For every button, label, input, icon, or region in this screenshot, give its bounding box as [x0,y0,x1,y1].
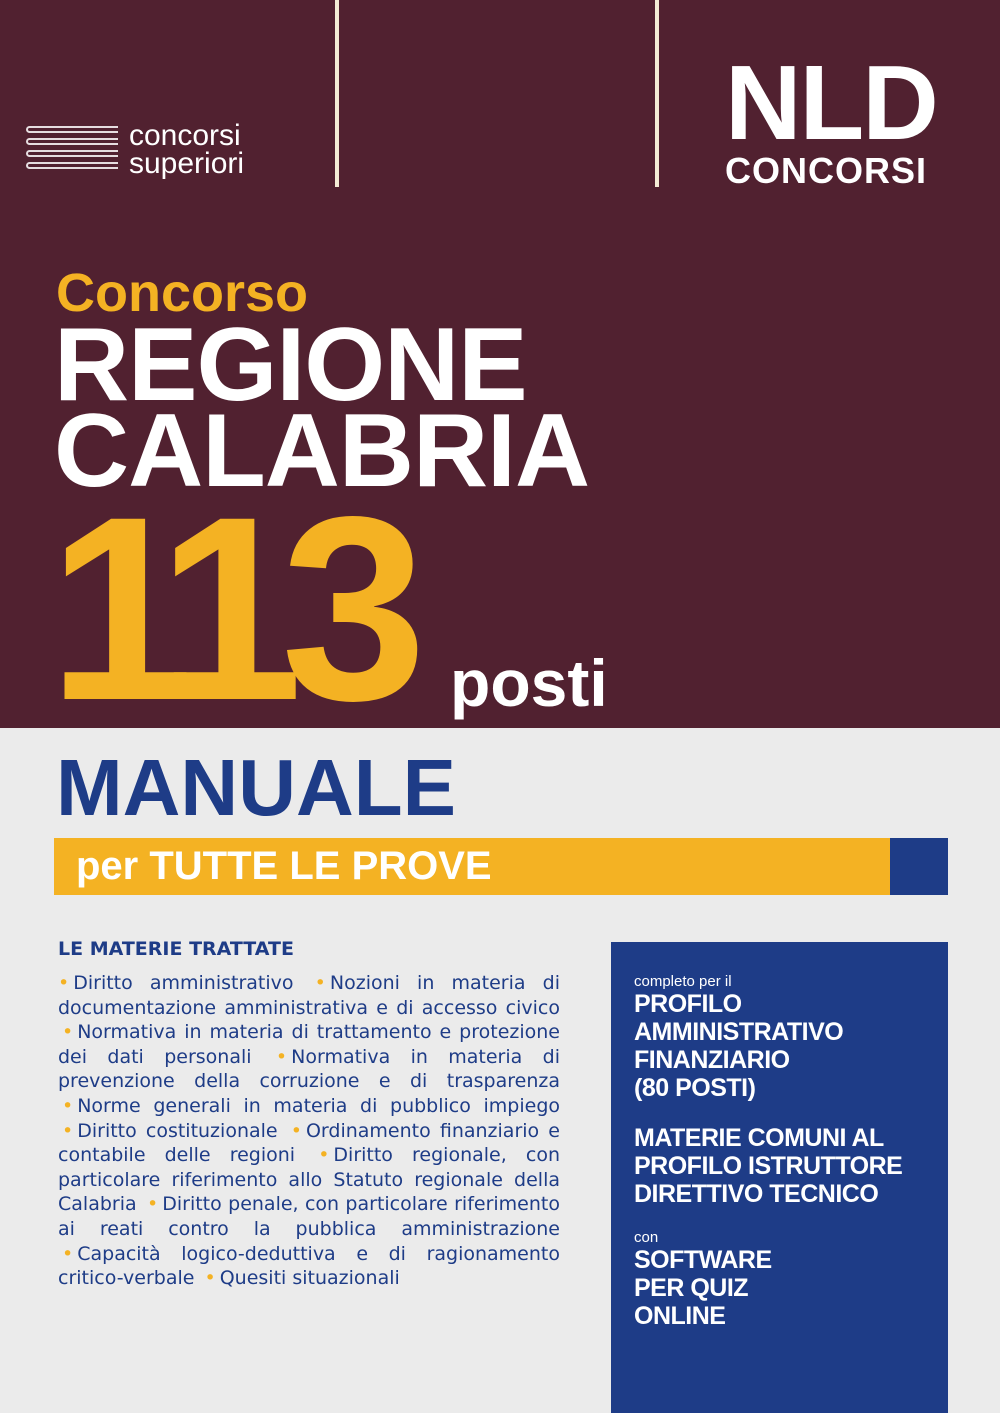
software-line: PER QUIZ [634,1274,749,1302]
subjects-heading: LE MATERIE TRATTATE [58,938,294,960]
title-line2: CALABRIA [54,393,590,509]
subject-item: Normativa in materia di prevenzione della corruzione e di trasparenza [58,1045,560,1093]
logo-text-line1: concorsi [129,119,241,152]
positions-unit: posti [450,646,608,720]
software-line: SOFTWARE [634,1246,772,1274]
subject-item: Diritto amministrativo [73,972,294,994]
common-line: MATERIE COMUNI AL [634,1124,884,1152]
common-lines [634,1124,948,1208]
software-lines [634,1246,948,1330]
title-kicker: Concorso [56,263,309,323]
profile-box [611,942,948,1413]
subtitle-bar-accent [890,838,948,895]
nld-mark: NLD [725,44,937,162]
bullet-icon: • [62,1242,74,1265]
bullet-icon: • [58,972,70,994]
subject-item: Diritto regionale, con particolare riferimento allo Statuto regionale della Calabria [58,1144,560,1216]
bullet-icon: • [147,1193,159,1216]
nld-concorsi-logo [725,44,937,191]
bullet-icon: • [62,1094,74,1117]
profile-lines [634,990,948,1102]
subject-item: Nozioni in materia di documentazione amministrativa e di accesso civico [58,972,560,1019]
subject-item: Normativa in materia di trattamento e protezione dei dati personali [58,1021,560,1068]
profile-line: AMMINISTRATIVO [634,1018,844,1046]
box-intro: completo per il [634,973,732,990]
bullet-icon: • [62,1021,74,1044]
common-line: PROFILO ISTRUTTORE [634,1152,903,1180]
manual-title: MANUALE [56,743,456,832]
books-icon [26,126,121,178]
bullet-icon: • [314,972,326,994]
subject-item: Diritto penale, con particolare riferimento ai reati contro la pubblica amministrazione [58,1193,560,1240]
bullet-icon: • [204,1267,216,1290]
profile-line: (80 POSTI) [634,1074,756,1102]
profile-line: PROFILO [634,990,742,1018]
divider [655,0,659,187]
bullet-icon: • [62,1119,74,1142]
box-with: con [634,1229,659,1246]
bullet-icon: • [275,1045,288,1068]
subject-item: Capacità logico-deduttiva e di ragionamento critico-verbale [58,1242,560,1290]
subject-item: Ordinamento finanziario e contabile delle regioni [58,1119,560,1167]
software-line: ONLINE [634,1302,726,1330]
profile-line: FINANZIARIO [634,1046,790,1074]
logo-text-line2: superiori [129,147,245,180]
concorsi-superiori-logo [26,119,306,182]
subject-item: Norme generali in materia di pubblico impiego [77,1094,560,1117]
subject-item: Quesiti situazionali [219,1267,400,1290]
manual-subtitle: per TUTTE LE PROVE [76,844,492,888]
nld-sub: CONCORSI [725,150,928,191]
divider [335,0,339,187]
bullet-icon: • [318,1144,330,1167]
subject-item: Diritto costituzionale [77,1119,278,1142]
subjects-list [58,971,560,1291]
title-line1: REGIONE [54,307,527,423]
common-line: DIRETTIVO TECNICO [634,1180,879,1208]
positions-number: 113 [48,462,405,755]
subtitle-bar [54,838,890,895]
bullet-icon: • [290,1119,302,1142]
